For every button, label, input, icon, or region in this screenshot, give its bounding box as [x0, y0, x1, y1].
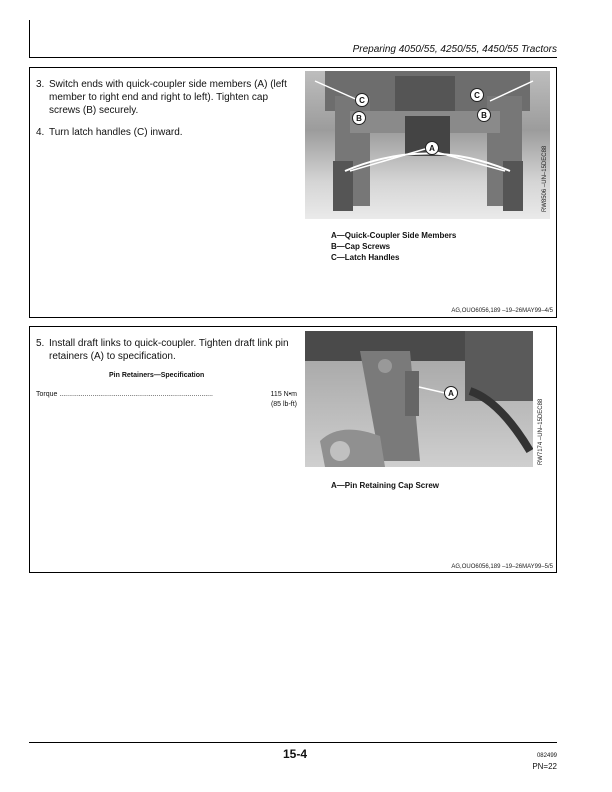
- figure-legend-2: A—Pin Retaining Cap Screw: [331, 481, 440, 490]
- step-text: Turn latch handles (C) inward.: [49, 127, 183, 138]
- footer-pn: PN=22: [532, 762, 557, 771]
- draft-link-illustration: [305, 331, 533, 467]
- page-header-title: Preparing 4050/55, 4250/55, 4450/55 Tractors: [352, 44, 557, 55]
- step-3: [36, 78, 298, 118]
- draft-link-photo: [305, 331, 533, 467]
- spec-torque-label: Torque ...............................................................................: [36, 391, 213, 398]
- callout-c-left: C: [355, 93, 369, 107]
- step-5: [36, 337, 298, 365]
- footer-rule: [29, 742, 557, 743]
- step-text: Install draft links to quick-coupler. Tighten draft link pin retainers (A) to specification.: [49, 338, 289, 362]
- spec-torque-value: 115 N•m: [270, 391, 297, 398]
- step-number: 3.: [36, 79, 45, 90]
- section-footnote-1: AG,OUO6056,189 –19–26MAY99–4/5: [451, 308, 553, 314]
- page-number: 15-4: [283, 747, 308, 761]
- figure-code-2: RW7174 –UN–15DEC88: [538, 398, 544, 465]
- spec-torque-value-alt: (85 lb-ft): [270, 401, 297, 408]
- spec-title: Pin Retainers—Specification: [109, 372, 205, 379]
- figure-code-1: RW8506 –UN–15DEC88: [542, 145, 548, 212]
- callout-a-pin: A: [444, 386, 458, 400]
- callout-b-left: B: [352, 111, 366, 125]
- section-footnote-2: AG,OUO6056,189 –19–26MAY99–5/5: [451, 564, 553, 570]
- step-4: [36, 126, 298, 140]
- callout-c-right: C: [470, 88, 484, 102]
- footer-date-code: 082499: [536, 753, 557, 759]
- figure-legend-1: A—Quick-Coupler Side Members B—Cap Screws C—Latch Handles: [331, 231, 457, 262]
- callout-a: A: [425, 141, 439, 155]
- step-text: Switch ends with quick-coupler side members (A) (left member to right end and right to left). Tighten cap screws (B) securely.: [49, 79, 287, 116]
- step-number: 5.: [36, 338, 45, 349]
- step-number: 4.: [36, 127, 45, 138]
- header-bottom-rule: [29, 57, 557, 58]
- callout-b-right: B: [477, 108, 491, 122]
